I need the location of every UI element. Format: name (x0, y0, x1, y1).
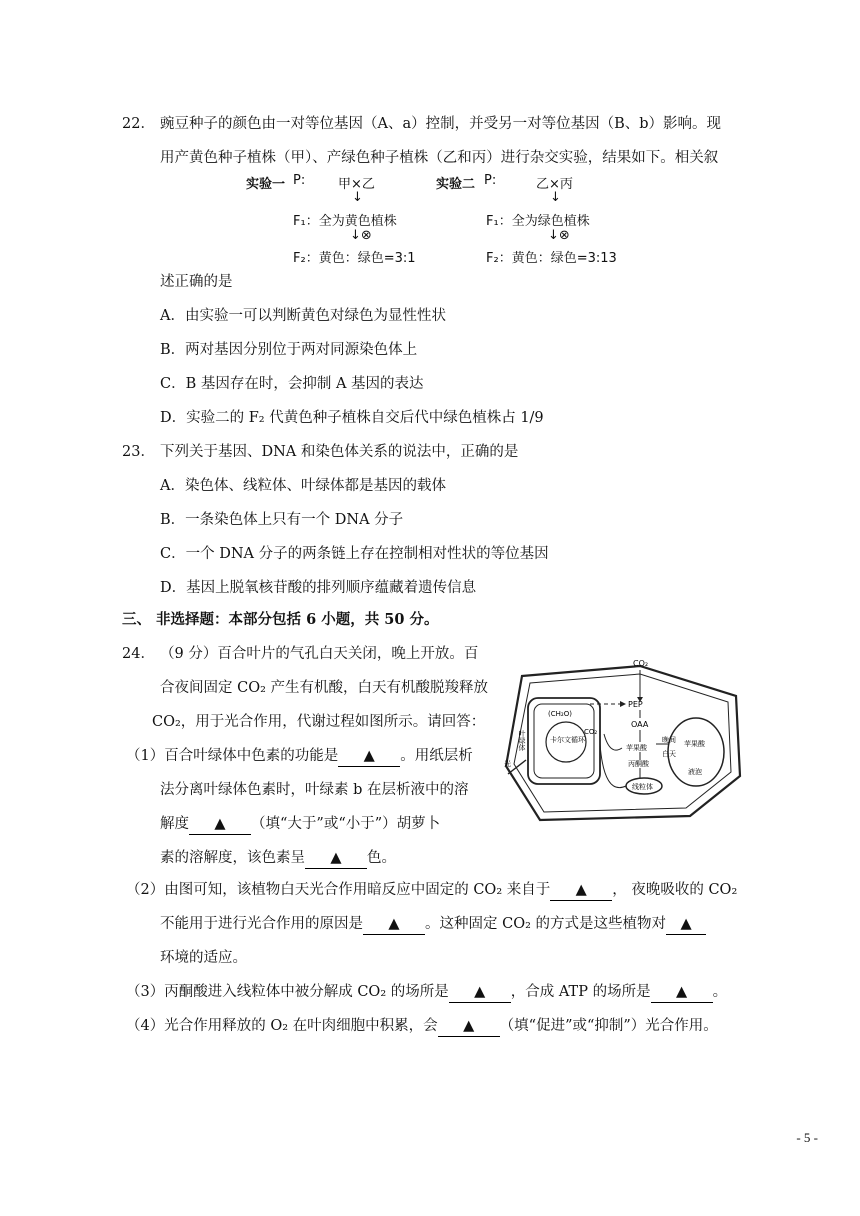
q22-line3: 述正确的是 (160, 274, 233, 290)
q24-part2-line2: 不能用于进行光合作用的原因是 ▲ 。这种固定 CO₂ 的方式是这些植物对 ▲ (160, 914, 706, 935)
exp1-f2: F₂：黄色：绿色=3:1 (293, 251, 416, 266)
q24-part1-line4: 素的溶解度，该色素呈 ▲ 色。 (160, 848, 396, 869)
q24-part1-line3: 解度 ▲ （填“大于”或“小于”）胡萝卜 (160, 814, 440, 835)
label-oaa: OAA (631, 720, 649, 729)
exp1-p: P: (293, 173, 306, 188)
q22-option-b: B．两对基因分别位于两对同源染色体上 (160, 342, 418, 358)
label-calvin: 卡尔文循环 (550, 736, 585, 744)
q22-option-a: A．由实验一可以判断黄色对绿色为显性性状 (160, 308, 446, 324)
exp1-cross: 甲×乙 (338, 177, 375, 192)
mito-co2-arrow (600, 744, 626, 788)
exp2-cross: 乙×丙 (536, 177, 573, 192)
q23-stem-line: 23． 下列关于基因、DNA 和染色体关系的说法中，正确的是 (122, 444, 519, 460)
answer-blank[interactable]: ▲ (338, 746, 400, 767)
exp2-self: ↓⊗ (548, 228, 570, 243)
exp1-f1: F₁：全为黄色植株 (293, 214, 397, 229)
label-day: 白天 (662, 750, 676, 758)
q24-part3: （3）丙酮酸进入线粒体中被分解成 CO₂ 的场所是 ▲ ，合成 ATP 的场所是 ▲ 。 (126, 982, 727, 1003)
label-mitochondrion: 线粒体 (632, 783, 653, 791)
label-night: 晚间 (662, 736, 676, 744)
exp2-f1: F₁：全为绿色植株 (486, 214, 590, 229)
label-ch2o: (CH₂O) (548, 710, 572, 718)
q23-option-c: C．一个 DNA 分子的两条链上存在控制相对性状的等位基因 (160, 546, 549, 562)
q24-part1-line2: 法分离叶绿体色素时，叶绿素 b 在层析液中的溶 (160, 782, 469, 798)
answer-blank[interactable]: ▲ (550, 880, 612, 901)
malic-to-co2-arrow (604, 734, 622, 750)
exp1-arrow: ↓ (352, 190, 363, 205)
exp2-f2: F₂：黄色：绿色=3:13 (486, 251, 617, 266)
exp2-p: P: (484, 173, 497, 188)
q23-option-b: B．一条染色体上只有一个 DNA 分子 (160, 512, 404, 528)
q24-part2-line1: （2）由图可知，该植物白天光合作用暗反应中固定的 CO₂ 来自于 ▲ ， 夜晚吸收的 CO₂ (126, 880, 737, 901)
q24-line3: CO₂，用于光合作用，代谢过程如图所示。请回答： (152, 714, 486, 730)
exp1-self: ↓⊗ (350, 228, 372, 243)
answer-blank[interactable]: ▲ (189, 814, 251, 835)
label-vacuole: 液泡 (688, 768, 702, 776)
q22-line2: 用产黄色种子植株（甲）、产绿色种子植株（乙和丙）进行杂交实验，结果如下。相关叙 (160, 150, 719, 166)
label-chloroplast: 叶绿体 (518, 730, 526, 751)
q24-line1: 24． （9 分）百合叶片的气孔白天关闭，晚上开放。百 (122, 646, 479, 662)
section-heading: 三、 非选择题：本部分包括 6 小题，共 50 分。 (122, 611, 439, 628)
exp1-label: 实验一 (246, 177, 286, 192)
q24-part4: （4）光合作用释放的 O₂ 在叶肉细胞中积累，会 ▲ （填“促进”或“抑制”）光合作用。 (126, 1016, 718, 1037)
q22-line1: 22． 豌豆种子的颜色由一对等位基因（A、a）控制，并受另一对等位基因（B、b）影响。现 (122, 116, 722, 132)
q24-line2: 合夜间固定 CO₂ 产生有机酸，白天有机酸脱羧释放 (160, 680, 489, 696)
label-pep: PEP (628, 700, 643, 709)
cam-metabolism-diagram (500, 656, 744, 826)
answer-blank[interactable]: ▲ (363, 914, 425, 935)
answer-blank[interactable]: ▲ (651, 982, 713, 1003)
label-co2-mid: CO₂ (584, 728, 598, 736)
label-malic-vacuole: 苹果酸 (684, 740, 705, 748)
label-light: 光 (504, 760, 511, 768)
answer-blank[interactable]: ▲ (305, 848, 367, 869)
exp2-label: 实验二 (436, 177, 476, 192)
q23-number: 23． (122, 444, 155, 460)
arrowhead (620, 701, 626, 707)
q23-option-d: D．基因上脱氧核苷酸的排列顺序蕴藏着遗传信息 (160, 580, 477, 596)
q22-number: 22． (122, 116, 155, 132)
page-number: - 5 - (796, 1130, 818, 1145)
answer-blank[interactable]: ▲ (449, 982, 511, 1003)
answer-blank[interactable]: ▲ (666, 914, 706, 935)
q22-option-d: D．实验二的 F₂ 代黄色种子植株自交后代中绿色植株占 1/9 (160, 410, 544, 426)
label-malic: 苹果酸 (626, 744, 647, 752)
exp2-arrow: ↓ (550, 190, 561, 205)
label-co2-top: CO₂ (633, 659, 649, 668)
q24-number: 24． (122, 646, 155, 662)
answer-blank[interactable]: ▲ (438, 1016, 500, 1037)
q22-option-c: C．B 基因存在时，会抑制 A 基因的表达 (160, 376, 424, 392)
label-pyruvate: 丙酮酸 (628, 760, 649, 768)
q24-part2-line3: 环境的适应。 (160, 950, 247, 966)
q24-part1-line1: （1）百合叶绿体中色素的功能是 ▲ 。用纸层析 (126, 746, 473, 767)
q23-option-a: A．染色体、线粒体、叶绿体都是基因的载体 (160, 478, 446, 494)
